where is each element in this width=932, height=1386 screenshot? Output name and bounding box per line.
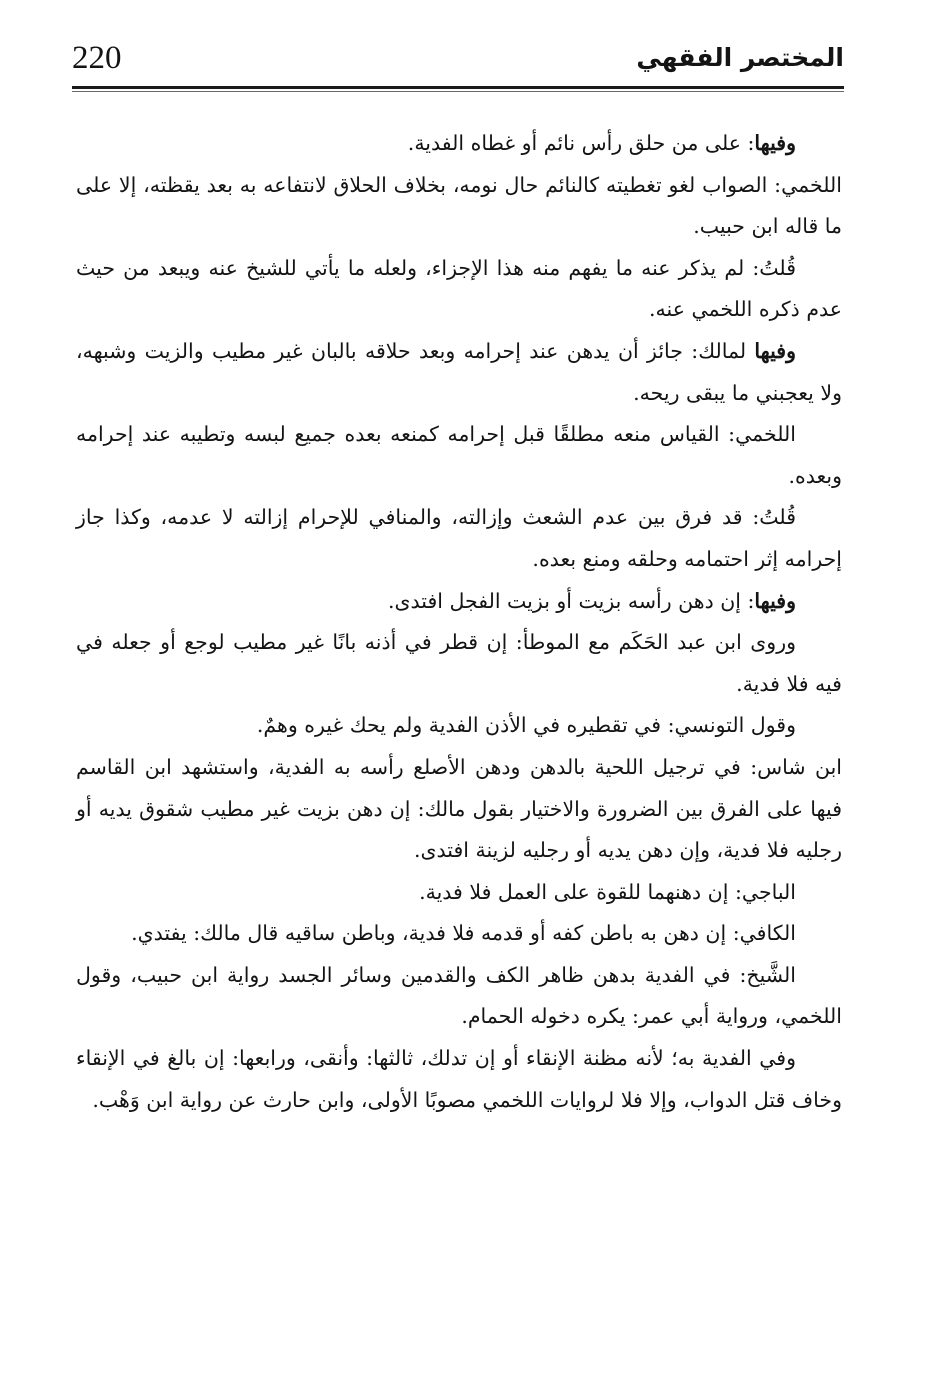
paragraph-8	[76, 622, 842, 705]
paragraph-text: اللخمي: الصواب لغو تغطيته كالنائم حال نومه، بخلاف الحلاق لانتفاعه به بعد يقظته، إلا على ما قاله ابن حبيب.	[76, 172, 842, 239]
paragraph-text: الباجي: إن دهنهما للقوة على العمل فلا فدية.	[419, 879, 796, 904]
paragraph-text: اللخمي: القياس منعه مطلقًا قبل إحرامه كمنعه بعده جميع لبسه وتطيبه عند إحرامه وبعده.	[76, 422, 842, 488]
paragraph-3	[76, 248, 842, 331]
header-rule	[72, 86, 844, 89]
paragraph-text: ابن شاس: في ترجيل اللحية بالدهن ودهن الأصلع رأسه به الفدية، واستشهد ابن القاسم فيها على الفرق بين الضرورة والاختيار بقول مالك: إن دهن بزيت غير مطيب شقوق يديه أو رجليه فلا فدية، وإن دهن يديه أو رجليه لزينة افتدى.	[76, 754, 842, 863]
paragraph-text: وروى ابن عبد الحَكَم مع الموطأ: إن قطر في أذنه بانًا غير مطيب لوجع أو جعله في فيه فلا فدية.	[76, 630, 842, 696]
paragraph-lead: وفيها	[754, 338, 796, 363]
paragraph-text: الشَّيخ: في الفدية بدهن ظاهر الكف والقدمين وسائر الجسد رواية ابن حبيب، وقول اللخمي، ورواية أبي عمر: يكره دخوله الحمام.	[76, 962, 842, 1029]
paragraph-text: وفي الفدية به؛ لأنه مظنة الإنقاء أو إن تدلك، ثالثها: وأنقى، ورابعها: إن بالغ في الإنقاء وخاف قتل الدواب، وإلا فلا لروايات اللخمي مصوبًا الأولى، وابن حارث عن رواية ابن وَهْب.	[76, 1046, 842, 1112]
paragraph-text: قُلتُ: لم يذكر عنه ما يفهم منه هذا الإجزاء، ولعله ما يأتي للشيخ عنه ويبعد من حيث عدم ذكره اللخمي عنه.	[76, 255, 842, 322]
paragraph-text: : إن دهن رأسه بزيت أو بزيت الفجل افتدى.	[387, 588, 755, 613]
paragraph-12	[76, 913, 842, 955]
paragraph-text: : على من حلق رأس نائم أو غطاه الفدية.	[407, 131, 755, 155]
paragraph-lead: وفيها	[754, 588, 796, 613]
paragraph-6	[76, 497, 842, 580]
paragraph-7	[76, 581, 842, 623]
header-rule-thin	[72, 91, 844, 92]
running-title: المختصر الفقهي	[636, 43, 844, 72]
paragraph-2	[76, 165, 842, 248]
paragraph-text: وقول التونسي: في تقطيره في الأذن الفدية ولم يحك غيره وهمٌ.	[256, 713, 796, 738]
paragraph-lead: وفيها	[754, 131, 796, 155]
paragraph-text: الكافي: إن دهن به باطن كفه أو قدمه فلا فدية، وباطن ساقيه قال مالك: يفتدي.	[131, 921, 796, 946]
paragraph-9	[76, 705, 842, 747]
paragraph-10	[76, 747, 842, 872]
paragraph-4	[76, 331, 842, 414]
paragraph-1	[76, 123, 842, 165]
page-body	[76, 123, 842, 1121]
page-number: 220	[72, 40, 122, 76]
paragraph-text: قُلتُ: قد فرق بين عدم الشعث وإزالته، والمنافي للإحرام إزالته لا عدمه، وكذا جاز إحرامه إثر احتمامه وحلقه ومنع بعده.	[76, 505, 842, 571]
paragraph-13	[76, 955, 842, 1038]
paragraph-text: لمالك: جائز أن يدهن عند إحرامه وبعد حلاقه بالبان غير مطيب والزيت وشبهه، ولا يعجبني ما يبقى ريحه.	[76, 338, 842, 405]
paragraph-11	[76, 872, 842, 914]
page-header	[72, 36, 844, 92]
paragraph-5	[76, 414, 842, 497]
paragraph-14	[76, 1038, 842, 1121]
